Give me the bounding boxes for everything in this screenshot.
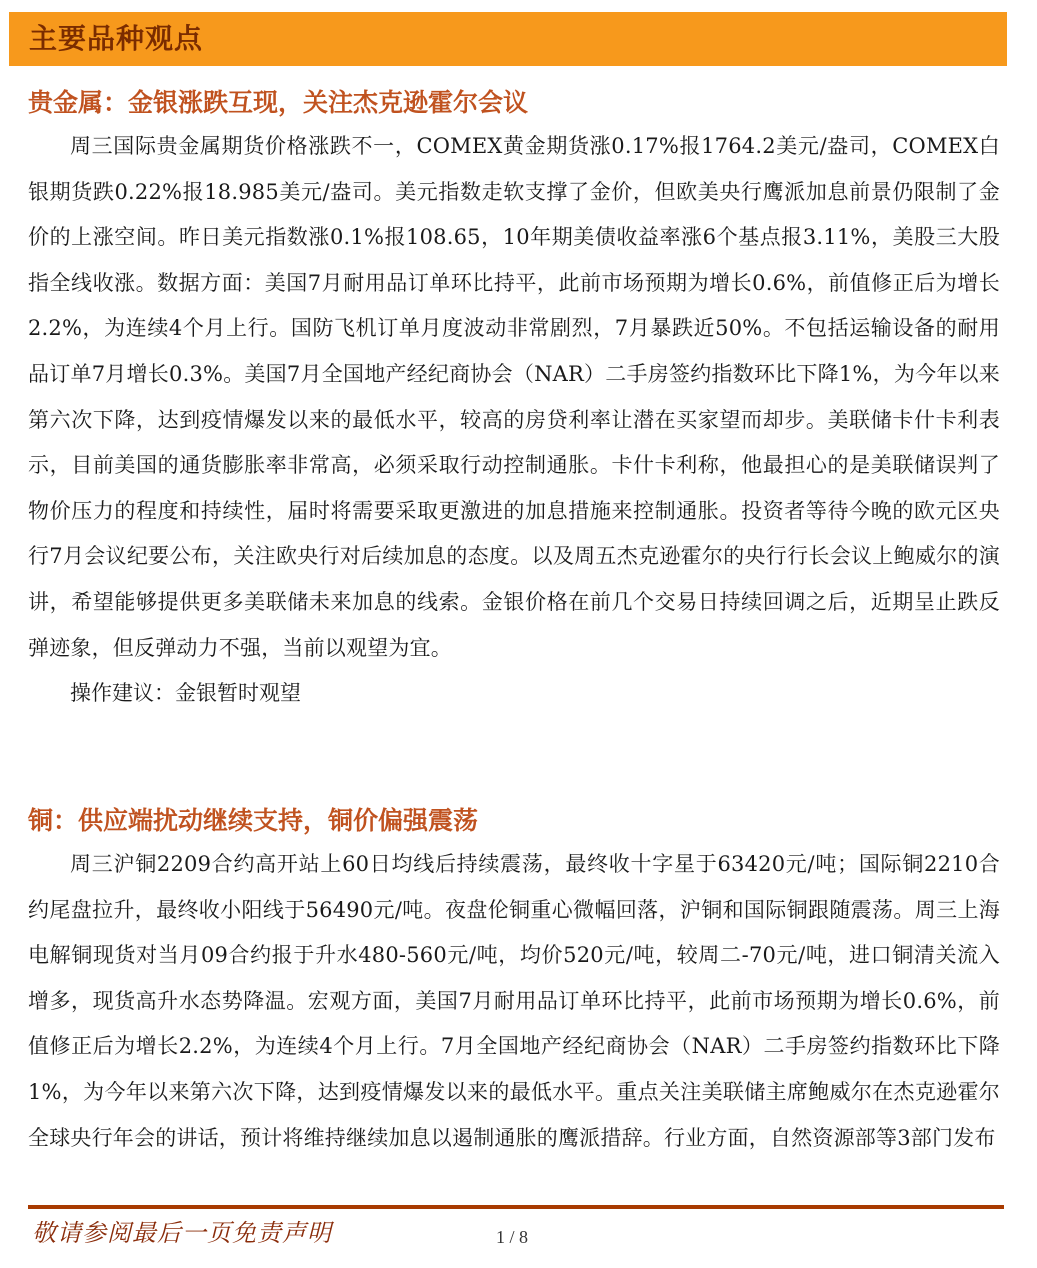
section-precious-metals [28,86,1000,717]
footer-disclaimer: 敬请参阅最后一页免责声明 [32,1219,332,1247]
page-title: 主要品种观点 [29,22,204,55]
section-title-copper: 铜：供应端扰动继续支持，铜价偏强震荡 [28,806,479,835]
section-title-precious-metals: 贵金属：金银涨跌互现，关注杰克逊霍尔会议 [28,88,529,117]
page-number: 1 / 8 [496,1227,529,1247]
section-body-precious-metals: 周三国际贵金属期货价格涨跌不一，COMEX黄金期货涨0.17%报1764.2美元/盎司，COMEX白银期货跌0.22%报18.985美元/盎司。美元指数走软支撑了金价，但欧美央行鹰派加息前景仍限制了金价的上涨空间。昨日美元指数涨0.1%报108.65，10年期美债收益率涨6个基点报3.11%，美股三大股指全线收涨。数据方面：美国7月耐用品订单环比持平，此前市场预期为增长0.6%，前值修正后为增长2.2%，为连续4个月上行。国防飞机订单月度波动非常剧烈，7月暴跌近50%。不包括运输设备的耐用品订单7月增长0.3%。美国7月全国地产经纪商协会（NAR）二手房签约指数环比下降1%，为今年以来第六次下降，达到疫情爆发以来的最低水平，较高的房贷利率让潜在买家望而却步。美联储卡什卡利表示，目前美国的通货膨胀率非常高，必须采取行动控制通胀。卡什卡利称，他最担心的是美联储误判了物价压力的程度和持续性，届时将需要采取更激进的加息措施来控制通胀。投资者等待今晚的欧元区央行7月会议纪要公布，关注欧央行对后续加息的态度。以及周五杰克逊霍尔的央行行长会议上鲍威尔的演讲，希望能够提供更多美联储未来加息的线索。金银价格在前几个交易日持续回调之后，近期呈止跌反弹迹象，但反弹动力不强，当前以观望为宜。 [28,134,1000,660]
section-copper [28,804,1000,1161]
section-body-copper: 周三沪铜2209合约高开站上60日均线后持续震荡，最终收十字星于63420元/吨；国际铜2210合约尾盘拉升，最终收小阳线于56490元/吨。夜盘伦铜重心微幅回落，沪铜和国际铜跟随震荡。周三上海电解铜现货对当月09合约报于升水480-560元/吨，均价520元/吨，较周二-70元/吨，进口铜清关流入增多，现货高升水态势降温。宏观方面，美国7月耐用品订单环比持平，此前市场预期为增长0.6%，前值修正后为增长2.2%，为连续4个月上行。7月全国地产经纪商协会（NAR）二手房签约指数环比下降1%，为今年以来第六次下降，达到疫情爆发以来的最低水平。重点关注美联储主席鲍威尔在杰克逊霍尔全球央行年会的讲话，预计将维持继续加息以遏制通胀的鹰派措辞。行业方面，自然资源部等3部门发布 [28,852,1000,1150]
operation-advice: 操作建议：金银暂时观望 [70,681,301,706]
section-header-bar [9,12,1007,66]
footer-divider [28,1205,1004,1209]
